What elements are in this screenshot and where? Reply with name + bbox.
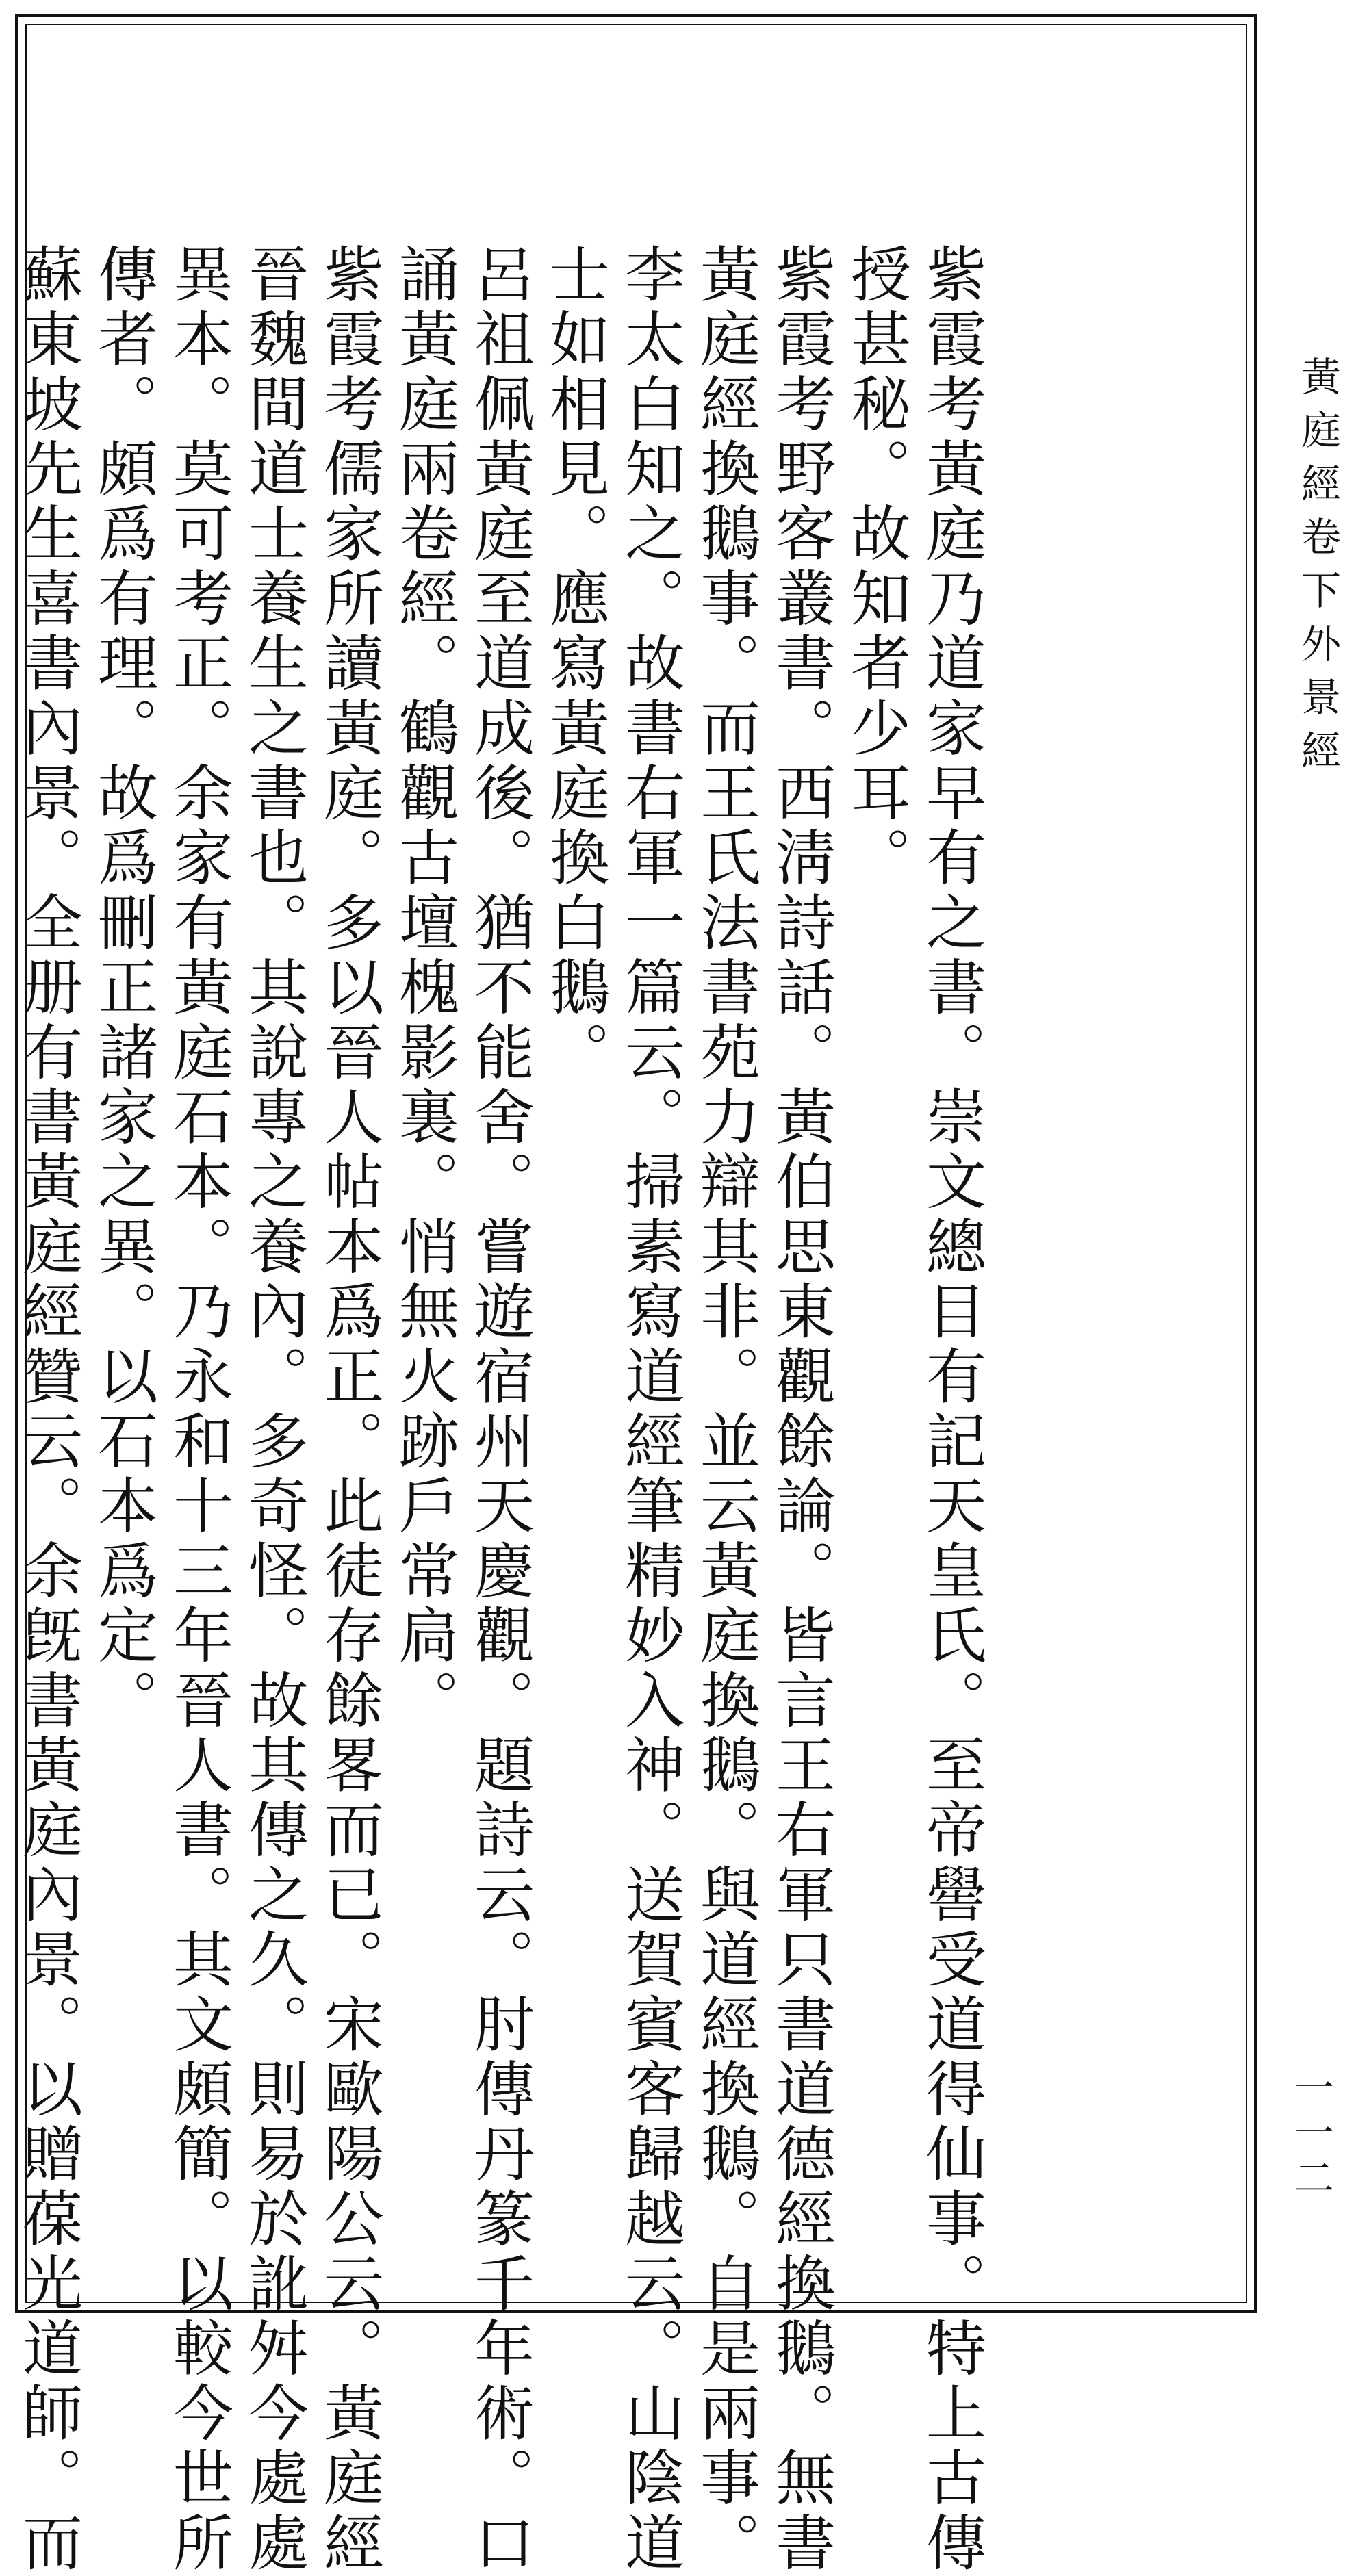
text-column-4: 黃庭經換鵝事。而王氏法書苑力辯其非。並云黃庭換鵝。與道經換鵝。自是兩事。 [691,243,761,2576]
text-column-9: 紫霞考儒家所讀黃庭。多以晉人帖本爲正。此徒存餘畧而已。宋歐陽公云。黃庭經 [314,243,385,2576]
text-column-7: 呂祖佩黃庭至道成後。猶不能舍。嘗遊宿州天慶觀。題詩云。肘傳丹篆千年術。口 [465,243,535,2576]
text-column-2: 授甚秘。故知者少耳。 [841,243,912,891]
text-column-11: 異本。莫可考正。余家有黃庭石本。乃永和十三年晉人書。其文頗簡。以較今世所 [164,243,234,2576]
main-text [13,243,989,2576]
text-column-5: 李太白知之。故書右軍一篇云。掃素寫道經筆精妙入神。送賀賓客歸越云。山陰道 [615,243,686,2576]
book-title: 黃庭經 [1294,356,1341,516]
text-column-6: 士如相見。應寫黃庭換白鵝。 [540,243,611,1086]
section-label: 外景經 [1294,623,1341,783]
page-number-text: 一一二 [1288,2067,1334,2202]
text-column-1: 紫霞考黃庭乃道家早有之書。崇文總目有記天皇氏。至帝嚳受道得仙事。特上古傳 [917,243,987,2576]
text-column-12: 傳者。頗爲有理。故爲刪正諸家之異。以石本爲定。 [88,243,159,1734]
text-column-13: 蘇東坡先生喜書內景。全册有書黃庭經贊云。余旣書黃庭內景。以贈葆光道師。而 [13,243,84,2576]
text-column-10: 晉魏間道士養生之書也。其說專之養內。多奇怪。故其傳之久。則易於訛舛今處處 [239,243,309,2576]
text-column-8: 誦黃庭兩卷經。鶴觀古壇槐影裏。悄無火跡戶常扃。 [389,243,460,1734]
page-number [1287,2067,1335,2202]
volume-label: 卷下 [1294,516,1341,623]
margin-header [1294,356,1342,1246]
text-column-3: 紫霞考野客叢書。西淸詩話。黃伯思東觀餘論。皆言王右軍只書道德經換鵝。無書 [766,243,836,2576]
